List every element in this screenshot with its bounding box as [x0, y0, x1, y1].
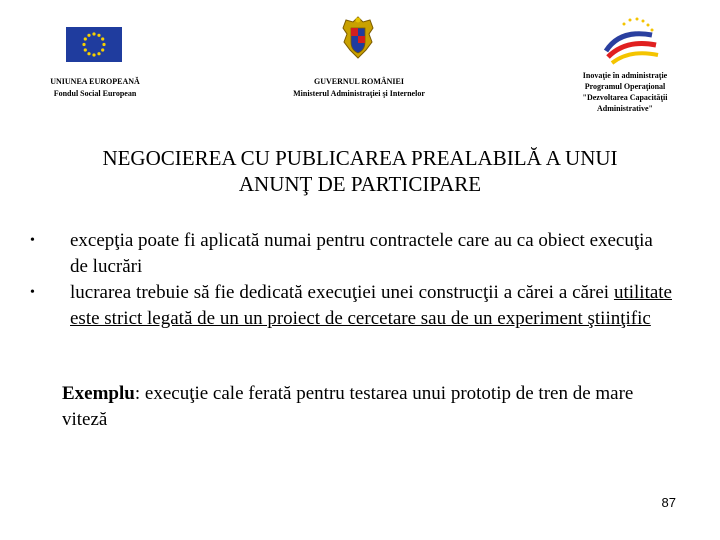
- page-number: 87: [661, 495, 676, 510]
- bullet-marker: •: [30, 233, 35, 248]
- programme-line-4: Administrative": [597, 104, 653, 113]
- government-caption: [268, 76, 450, 100]
- title-line-2: ANUNŢ DE PARTICIPARE: [238, 172, 482, 196]
- eu-caption: [20, 76, 170, 100]
- eu-flag-icon: [66, 27, 122, 62]
- eu-name: UNIUNEA EUROPEANĂ: [50, 77, 140, 86]
- government-name: GUVERNUL ROMÂNIEI: [313, 77, 404, 86]
- programme-line-3: "Dezvoltarea Capacităţii: [582, 93, 668, 102]
- title-line-1: NEGOCIEREA CU PUBLICAREA PREALABILĂ A UNUI: [102, 146, 618, 170]
- programme-logo: [600, 15, 662, 67]
- bullet-list: [30, 228, 672, 332]
- government-logo: [340, 14, 376, 60]
- slide-title: [40, 145, 680, 197]
- bullet-marker: •: [30, 285, 35, 300]
- example-text: : execuţie cale ferată pentru testarea unui prototip de tren de mare viteză: [62, 383, 634, 430]
- bullet-text-1: excepţia poate fi aplicată numai pentru contractele care au ca obiect execuţia de lucrări: [70, 230, 653, 277]
- list-item: [30, 228, 672, 280]
- eu-fund: Fondul Social European: [53, 89, 137, 98]
- programme-caption: [560, 70, 690, 114]
- example-label: Exemplu: [62, 383, 135, 404]
- programme-line-2: Programul Operaţional: [584, 82, 666, 91]
- eu-logo: [66, 27, 122, 62]
- bullet-text-2: lucrarea trebuie să fie dedicată execuţiei unei construcţii a cărei a cărei: [70, 282, 614, 303]
- programme-line-1: Inovaţie în administraţie: [582, 71, 668, 80]
- coat-of-arms-icon: [340, 14, 376, 60]
- programme-swirl-icon: [600, 15, 662, 67]
- bullet-text-2-underlined: utilitate este strict legată de un un proiect de cercetare sau de un experiment ştiinţific: [70, 282, 672, 329]
- example-paragraph: [62, 381, 674, 433]
- ministry-name: Ministerul Administraţiei şi Internelor: [293, 89, 425, 98]
- list-item: [30, 280, 672, 332]
